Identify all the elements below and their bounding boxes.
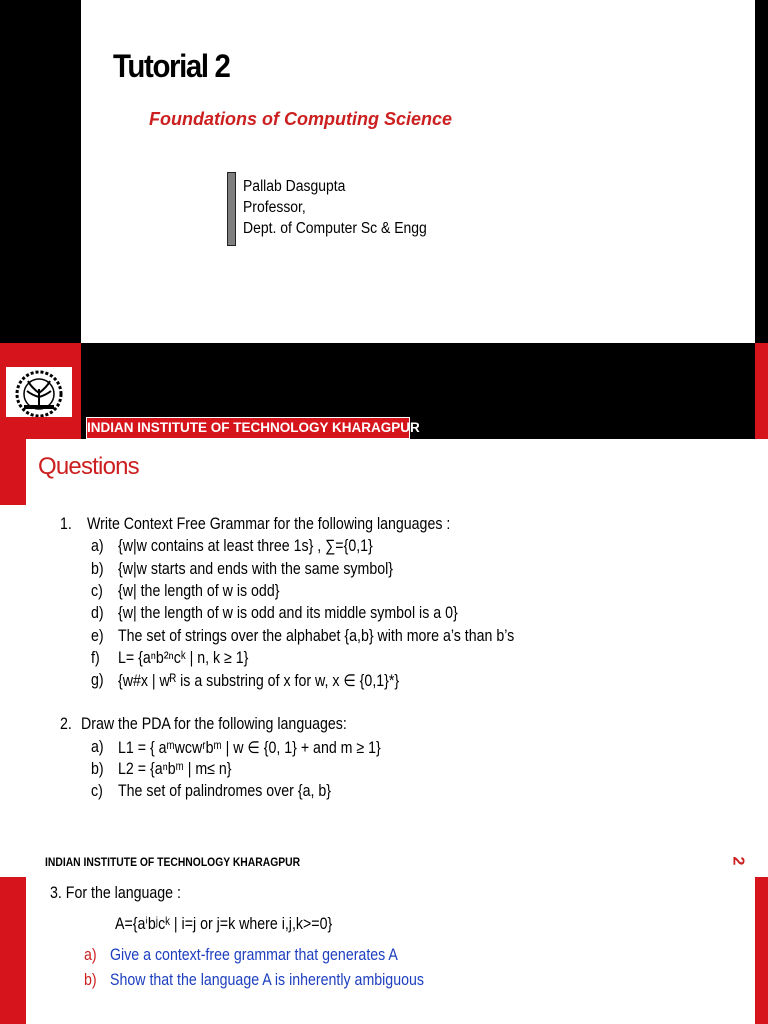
q1-item-label: d) bbox=[91, 604, 104, 622]
page-number: 2 bbox=[729, 856, 747, 866]
author-name: Pallab Dasgupta bbox=[243, 178, 346, 195]
iit-emblem-icon bbox=[6, 367, 72, 417]
q1-item-text: {w|w starts and ends with the same symbol} bbox=[118, 560, 394, 578]
q1-item-label: c) bbox=[91, 582, 103, 600]
q2-item-text: L2 = {aⁿbᵐ | m≤ n} bbox=[118, 760, 232, 778]
q1-item-label: b) bbox=[91, 560, 104, 578]
institute-footer: INDIAN INSTITUTE OF TECHNOLOGY KHARAGPUR bbox=[45, 857, 301, 869]
q2-number: 2. bbox=[60, 715, 72, 733]
questions-slide bbox=[0, 439, 768, 877]
q1-item-label: a) bbox=[91, 537, 104, 555]
q3-item-text: Show that the language A is inherently ambiguous bbox=[110, 971, 424, 989]
q2-text: Draw the PDA for the following languages: bbox=[81, 715, 347, 733]
q1-item-text: {w| the length of w is odd and its middle symbol is a 0} bbox=[118, 604, 458, 622]
q1-item-text: {w| the length of w is odd} bbox=[118, 582, 280, 600]
institute-footer: INDIAN INSTITUTE OF TECHNOLOGY KHARAGPUR bbox=[86, 417, 410, 439]
q1-item-label: e) bbox=[91, 627, 104, 645]
q2-item-label: c) bbox=[91, 782, 103, 800]
q2-item-text: The set of palindromes over {a, b} bbox=[118, 782, 331, 800]
language-definition: A={aⁱbʲcᵏ | i=j or j=k where i,j,k>=0} bbox=[115, 915, 333, 933]
q2-item-label: b) bbox=[91, 760, 104, 778]
q3-item-label: a) bbox=[84, 946, 97, 964]
page-number: 1 bbox=[729, 417, 747, 427]
slide-accent-strip-left bbox=[0, 877, 26, 1024]
q1-item-label: g) bbox=[91, 671, 104, 689]
q1-item-text: The set of strings over the alphabet {a,b} with more a’s than b’s bbox=[118, 627, 515, 645]
q1-text: Write Context Free Grammar for the following languages : bbox=[87, 515, 451, 533]
q2-item-label: a) bbox=[91, 738, 104, 756]
author-role: Professor, bbox=[243, 199, 306, 216]
q1-item-label: f) bbox=[91, 649, 100, 667]
q3-item-text: Give a context-free grammar that generates A bbox=[110, 946, 398, 964]
q2-item-text: L1 = { aᵐwcwʳbᵐ | w ∈ {0, 1} + and m ≥ 1} bbox=[118, 739, 381, 757]
q1-item-text: {w|w contains at least three 1s} , ∑={0,1} bbox=[118, 537, 373, 555]
slide-subtitle: Foundations of Computing Science bbox=[149, 109, 452, 129]
q1-number: 1. bbox=[60, 515, 72, 533]
q3-item-label: b) bbox=[84, 971, 97, 989]
questions-heading: Questions bbox=[38, 453, 139, 480]
q1-item-text: {w#x | wᴿ is a substring of x for w, x ∈ {0,1}*} bbox=[118, 672, 400, 690]
author-dept: Dept. of Computer Sc & Engg bbox=[243, 220, 427, 237]
slide-title: Tutorial 2 bbox=[113, 48, 230, 84]
footer-band-right bbox=[755, 343, 768, 439]
heading-accent-strip bbox=[0, 439, 26, 505]
q3-text: 3. For the language : bbox=[50, 884, 181, 902]
slide-accent-strip-right bbox=[755, 877, 768, 1024]
author-accent-bar bbox=[227, 172, 236, 246]
q1-item-text: L= {aⁿb²ⁿcᵏ | n, k ≥ 1} bbox=[118, 649, 249, 667]
